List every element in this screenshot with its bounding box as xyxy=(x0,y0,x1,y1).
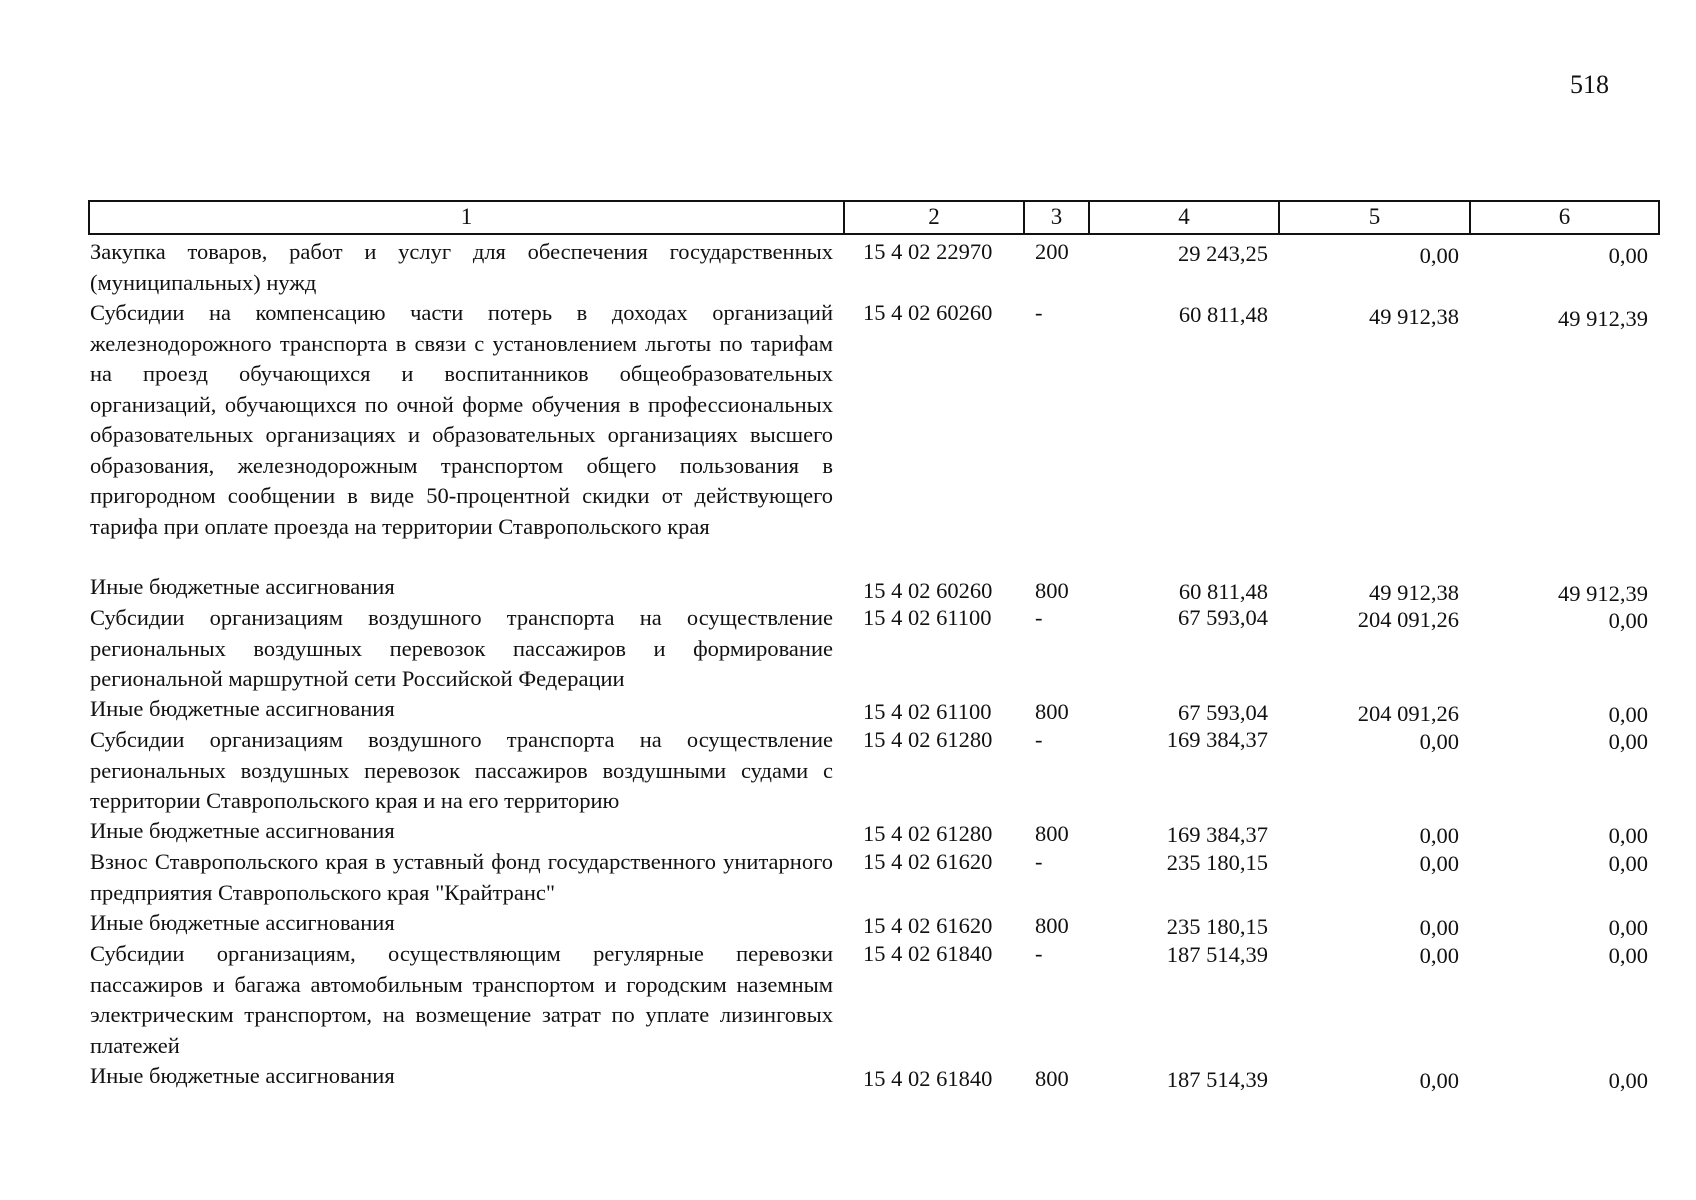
row-expense-type: 800 xyxy=(1035,1066,1069,1091)
row-description: Субсидии организациям воздушного транспорта на осуществление региональных воздушных перевозок пассажиров воздушными судами с территории Ставропольского края и на его территорию xyxy=(90,727,833,813)
row-value-col4: 67 593,04 xyxy=(1178,700,1268,725)
row-expense-type: 800 xyxy=(1035,913,1069,938)
row-value-col5: 0,00 xyxy=(1419,823,1459,848)
row-expense-type: - xyxy=(1035,727,1043,752)
row-value-col4: 235 180,15 xyxy=(1166,850,1268,875)
row-value-col4: 60 811,48 xyxy=(1178,579,1268,604)
row-code: 15 4 02 61280 xyxy=(863,821,993,846)
row-value-col4: 67 593,04 xyxy=(1178,605,1268,630)
row-value-col6: 0,00 xyxy=(1608,608,1648,633)
row-description: Иные бюджетные ассигнования xyxy=(90,818,395,843)
row-description: Субсидии на компенсацию части потерь в доходах организаций железнодорожного транспорта в связи с установлением льготы по тарифам на проезд обучающихся и воспитанников общеобразовательных организаций, обучающихся по очной форме обучения в профессиональных образовательных организациях и образовательных организациях высшего образования, железнодорожным транспортом общего пользования в пригородном сообщении в виде 50-процентной скидки от действующего тарифа при оплате проезда на территории Ставропольского края xyxy=(90,300,833,539)
row-code: 15 4 02 61840 xyxy=(863,1066,993,1091)
row-value-col6: 0,00 xyxy=(1608,823,1648,848)
row-description: Субсидии организациям, осуществляющим регулярные перевозки пассажиров и багажа автомобильным транспортом и городским наземным электрическим транспортом, на возмещение затрат по уплате лизинговых платежей xyxy=(90,941,833,1058)
row-expense-type: 800 xyxy=(1035,578,1069,603)
row-expense-type: - xyxy=(1035,849,1043,874)
row-code: 15 4 02 60260 xyxy=(863,300,993,325)
row-value-col5: 204 091,26 xyxy=(1357,607,1459,632)
row-expense-type: 800 xyxy=(1035,699,1069,724)
row-code: 15 4 02 61620 xyxy=(863,849,993,874)
row-value-col5: 0,00 xyxy=(1419,943,1459,968)
row-value-col4: 29 243,25 xyxy=(1178,241,1268,266)
row-value-col4: 169 384,37 xyxy=(1166,822,1268,847)
row-value-col6: 0,00 xyxy=(1608,851,1648,876)
row-value-col6: 0,00 xyxy=(1608,729,1648,754)
row-code: 15 4 02 61100 xyxy=(863,699,992,724)
row-description: Иные бюджетные ассигнования xyxy=(90,1063,395,1088)
row-value-col6: 0,00 xyxy=(1608,702,1648,727)
row-description: Иные бюджетные ассигнования xyxy=(90,574,395,599)
header-cell-3: 3 xyxy=(1023,200,1090,235)
header-cell-2: 2 xyxy=(843,200,1025,235)
row-value-col5: 0,00 xyxy=(1419,915,1459,940)
row-code: 15 4 02 22970 xyxy=(863,239,993,264)
row-value-col5: 0,00 xyxy=(1419,243,1459,268)
row-value-col4: 187 514,39 xyxy=(1166,942,1268,967)
row-code: 15 4 02 61100 xyxy=(863,605,992,630)
row-code: 15 4 02 61620 xyxy=(863,913,993,938)
row-description: Закупка товаров, работ и услуг для обеспечения государственных (муниципальных) нужд xyxy=(90,239,833,295)
row-value-col5: 204 091,26 xyxy=(1357,701,1459,726)
row-description: Субсидии организациям воздушного транспорта на осуществление региональных воздушных перевозок пассажиров и формирование региональной маршрутной сети Российской Федерации xyxy=(90,605,833,691)
row-value-col4: 60 811,48 xyxy=(1178,302,1268,327)
row-value-col5: 0,00 xyxy=(1419,729,1459,754)
row-value-col6: 0,00 xyxy=(1608,915,1648,940)
row-code: 15 4 02 60260 xyxy=(863,578,993,603)
row-value-col6: 0,00 xyxy=(1608,943,1648,968)
row-code: 15 4 02 61840 xyxy=(863,941,993,966)
row-expense-type: - xyxy=(1035,605,1043,630)
header-cell-6: 6 xyxy=(1469,200,1660,235)
row-expense-type: 800 xyxy=(1035,821,1069,846)
row-description: Иные бюджетные ассигнования xyxy=(90,910,395,935)
row-expense-type: - xyxy=(1035,300,1043,325)
row-description: Взнос Ставропольского края в уставный фонд государственного унитарного предприятия Ставропольского края "Крайтранс" xyxy=(90,849,833,905)
row-value-col4: 169 384,37 xyxy=(1166,727,1268,752)
row-value-col6: 49 912,39 xyxy=(1558,306,1648,331)
header-cell-1: 1 xyxy=(88,200,845,235)
header-cell-4: 4 xyxy=(1088,200,1280,235)
row-value-col5: 49 912,38 xyxy=(1369,304,1459,329)
row-value-col6: 49 912,39 xyxy=(1558,581,1648,606)
row-value-col5: 0,00 xyxy=(1419,851,1459,876)
row-value-col5: 0,00 xyxy=(1419,1068,1459,1093)
row-expense-type: 200 xyxy=(1035,239,1069,264)
row-description: Иные бюджетные ассигнования xyxy=(90,696,395,721)
row-code: 15 4 02 61280 xyxy=(863,727,993,752)
page-number: 518 xyxy=(1570,70,1609,99)
header-cell-5: 5 xyxy=(1278,200,1471,235)
row-value-col4: 187 514,39 xyxy=(1166,1067,1268,1092)
row-value-col5: 49 912,38 xyxy=(1369,580,1459,605)
row-expense-type: - xyxy=(1035,941,1043,966)
row-value-col6: 0,00 xyxy=(1608,243,1648,268)
row-value-col6: 0,00 xyxy=(1608,1068,1648,1093)
row-value-col4: 235 180,15 xyxy=(1166,914,1268,939)
